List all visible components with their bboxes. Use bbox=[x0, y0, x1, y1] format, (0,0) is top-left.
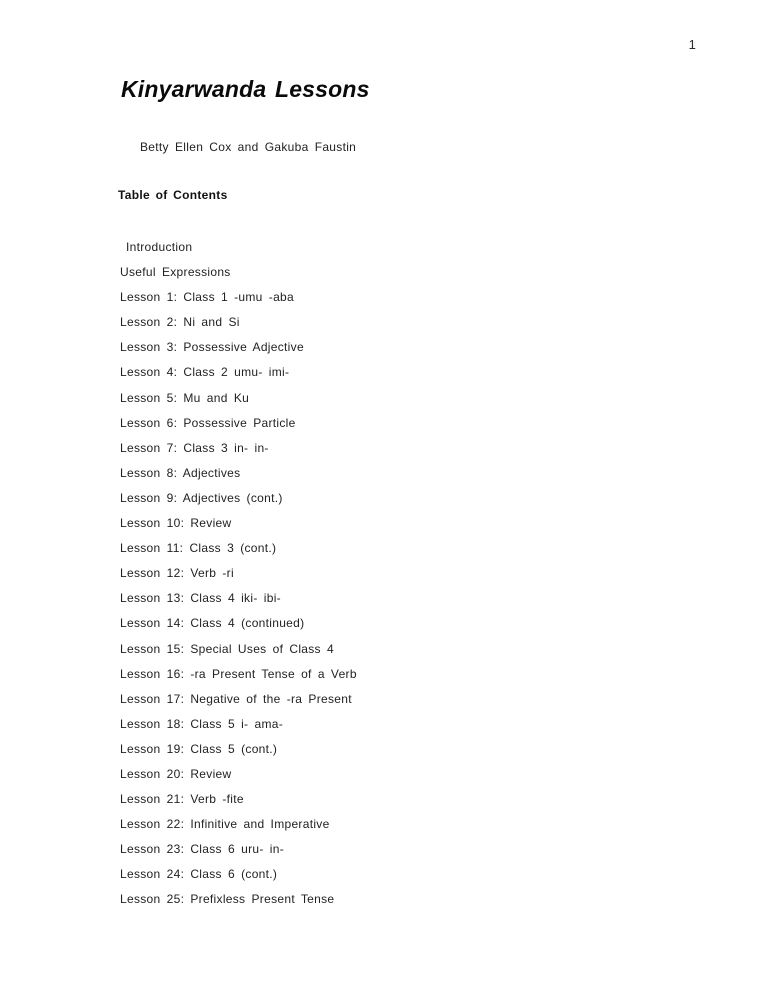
toc-item: Lesson 7: Class 3 in- in- bbox=[120, 440, 269, 455]
toc-item: Lesson 21: Verb -fite bbox=[120, 792, 244, 807]
toc-item: Lesson 8: Adjectives bbox=[120, 465, 241, 480]
toc-item: Lesson 9: Adjectives (cont.) bbox=[120, 490, 283, 505]
toc-item: Lesson 6: Possessive Particle bbox=[120, 415, 296, 430]
toc-item: Lesson 14: Class 4 (continued) bbox=[120, 616, 305, 631]
toc-item: Lesson 22: Infinitive and Imperative bbox=[120, 817, 330, 832]
toc-item: Lesson 4: Class 2 umu- imi- bbox=[120, 365, 290, 380]
toc-item: Introduction bbox=[126, 240, 193, 254]
toc-item: Lesson 11: Class 3 (cont.) bbox=[120, 541, 277, 556]
toc-item: Lesson 18: Class 5 i- ama- bbox=[120, 716, 284, 731]
toc-item: Lesson 12: Verb -ri bbox=[120, 566, 234, 581]
toc-item: Lesson 3: Possessive Adjective bbox=[120, 340, 304, 355]
toc-item: Lesson 17: Negative of the -ra Present bbox=[120, 691, 352, 706]
page-number: 1 bbox=[688, 37, 696, 52]
toc-item: Lesson 13: Class 4 iki- ibi- bbox=[120, 591, 281, 606]
toc-item: Lesson 24: Class 6 (cont.) bbox=[120, 867, 278, 882]
toc-heading: Table of Contents bbox=[118, 188, 228, 202]
document-title: Kinyarwanda Lessons bbox=[121, 76, 370, 102]
toc-item: Lesson 25: Prefixless Present Tense bbox=[120, 892, 335, 907]
toc-item: Lesson 1: Class 1 -umu -aba bbox=[120, 290, 295, 305]
toc-item: Lesson 19: Class 5 (cont.) bbox=[120, 741, 278, 756]
toc-item: Lesson 5: Mu and Ku bbox=[120, 390, 250, 405]
toc-item: Lesson 15: Special Uses of Class 4 bbox=[120, 641, 334, 656]
toc-item: Lesson 16: -ra Present Tense of a Verb bbox=[120, 666, 357, 681]
toc-item: Lesson 20: Review bbox=[120, 766, 232, 781]
toc-list bbox=[120, 235, 708, 913]
page-content bbox=[120, 0, 708, 913]
authors-line: Betty Ellen Cox and Gakuba Faustin bbox=[140, 140, 357, 154]
toc-item: Lesson 23: Class 6 uru- in- bbox=[120, 842, 285, 857]
toc-item: Useful Expressions bbox=[120, 265, 231, 280]
toc-item: Lesson 2: Ni and Si bbox=[120, 315, 240, 330]
toc-item: Lesson 10: Review bbox=[120, 516, 232, 531]
